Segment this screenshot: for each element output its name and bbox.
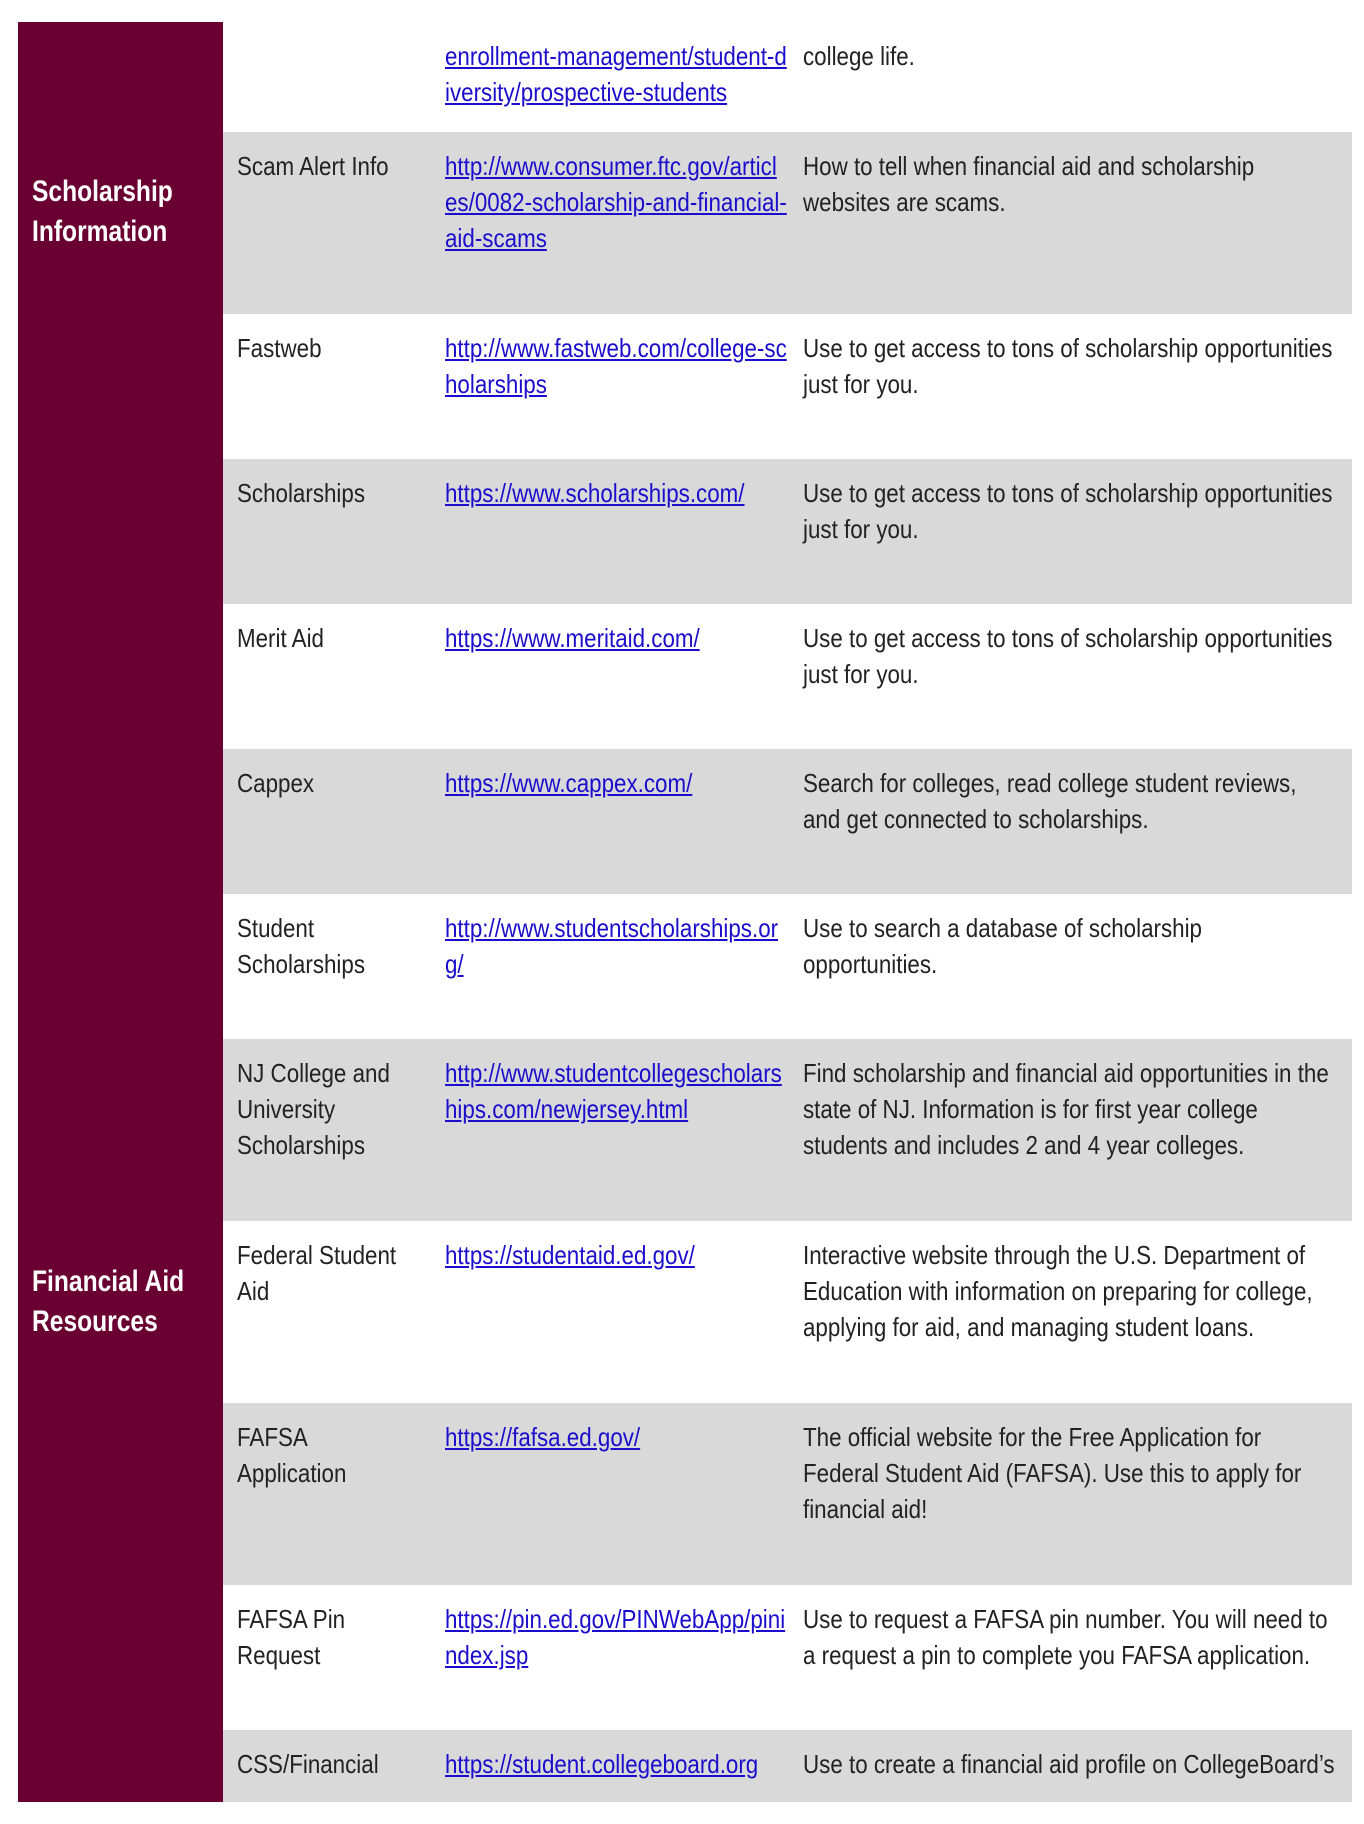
resource-name: Merit Aid: [237, 623, 324, 653]
resource-description: Use to search a database of scholarship opportunities.: [803, 913, 1202, 979]
resource-name: Cappex: [237, 768, 315, 798]
resource-link[interactable]: https://studentaid.ed.gov/: [445, 1240, 695, 1270]
table-row: [223, 894, 1352, 1039]
table-row: [223, 1730, 1352, 1802]
resource-description: Use to create a financial aid profile on CollegeBoard’s: [803, 1749, 1335, 1779]
resource-name: Scam Alert Info: [237, 151, 389, 181]
resource-link[interactable]: https://www.scholarships.com/: [445, 478, 745, 508]
resource-link[interactable]: https://student.collegeboard.org: [445, 1749, 759, 1779]
resource-url: [445, 910, 789, 982]
resource-link[interactable]: https://fafsa.ed.gov/: [445, 1422, 641, 1452]
resource-name: FAFSA Application: [237, 1422, 347, 1488]
resource-url: [445, 1419, 789, 1455]
resource-url: [445, 1746, 789, 1782]
category-column: [18, 22, 223, 1802]
resource-name: CSS/Financial: [237, 1749, 379, 1779]
resource-url: [445, 38, 789, 110]
resource-description: Use to get access to tons of scholarship opportunities just for you.: [803, 478, 1333, 544]
resource-name: Student Scholarships: [237, 913, 366, 979]
resource-link[interactable]: http://www.studentcollegescholarships.com/newjersey.html: [445, 1058, 782, 1124]
resource-description: The official website for the Free Application for Federal Student Aid (FAFSA). Use this to apply for financial aid!: [803, 1422, 1302, 1524]
resource-name: FAFSA Pin Request: [237, 1604, 346, 1670]
table-row: [223, 314, 1352, 459]
table-row: [223, 459, 1352, 604]
resource-link[interactable]: https://pin.ed.gov/PINWebApp/pinindex.jsp: [445, 1604, 786, 1670]
category-financial-aid-resources: Financial Aid Resources: [32, 1265, 185, 1338]
resource-url: [445, 1237, 789, 1273]
table-row: [223, 604, 1352, 749]
resource-url: [445, 1601, 789, 1673]
resource-link[interactable]: enrollment-management/student-diversity/prospective-students: [445, 41, 787, 107]
resource-link[interactable]: http://www.studentscholarships.org/: [445, 913, 779, 979]
table-row: [223, 22, 1352, 132]
resource-url: [445, 765, 789, 801]
resource-description: Find scholarship and financial aid opportunities in the state of NJ. Information is for first year college students and includes 2 and 4 year colleges.: [803, 1058, 1329, 1160]
resource-url: [445, 620, 789, 656]
resource-description: Use to request a FAFSA pin number. You will need to a request a pin to complete you FAFSA application.: [803, 1604, 1328, 1670]
resource-description: Interactive website through the U.S. Department of Education with information on preparing for college, applying for aid, and managing student loans.: [803, 1240, 1313, 1342]
resource-name: Federal Student Aid: [237, 1240, 397, 1306]
table-row: [223, 1039, 1352, 1221]
resource-description: Search for colleges, read college student reviews, and get connected to scholarships.: [803, 768, 1297, 834]
resource-url: [445, 475, 789, 511]
resource-description: Use to get access to tons of scholarship opportunities just for you.: [803, 333, 1333, 399]
table-row: [223, 1221, 1352, 1403]
resource-url: [445, 148, 789, 256]
category-scholarship-information: Scholarship Information: [32, 175, 173, 248]
resource-link[interactable]: http://www.fastweb.com/college-scholarships: [445, 333, 787, 399]
resource-url: [445, 330, 789, 402]
resource-url: [445, 1055, 789, 1127]
resource-description: How to tell when financial aid and scholarship websites are scams.: [803, 151, 1255, 217]
table-row: [223, 1585, 1352, 1730]
resource-name: NJ College and University Scholarships: [237, 1058, 390, 1160]
table-row: [223, 749, 1352, 894]
resource-name: Fastweb: [237, 333, 322, 363]
table-row: [223, 1403, 1352, 1585]
resource-description: Use to get access to tons of scholarship opportunities just for you.: [803, 623, 1333, 689]
resource-link[interactable]: http://www.consumer.ftc.gov/articles/0082-scholarship-and-financial-aid-scams: [445, 151, 787, 253]
resource-description: college life.: [803, 41, 915, 71]
resource-name: Scholarships: [237, 478, 366, 508]
resource-link[interactable]: https://www.meritaid.com/: [445, 623, 700, 653]
table-row: [223, 132, 1352, 314]
resource-link[interactable]: https://www.cappex.com/: [445, 768, 693, 798]
